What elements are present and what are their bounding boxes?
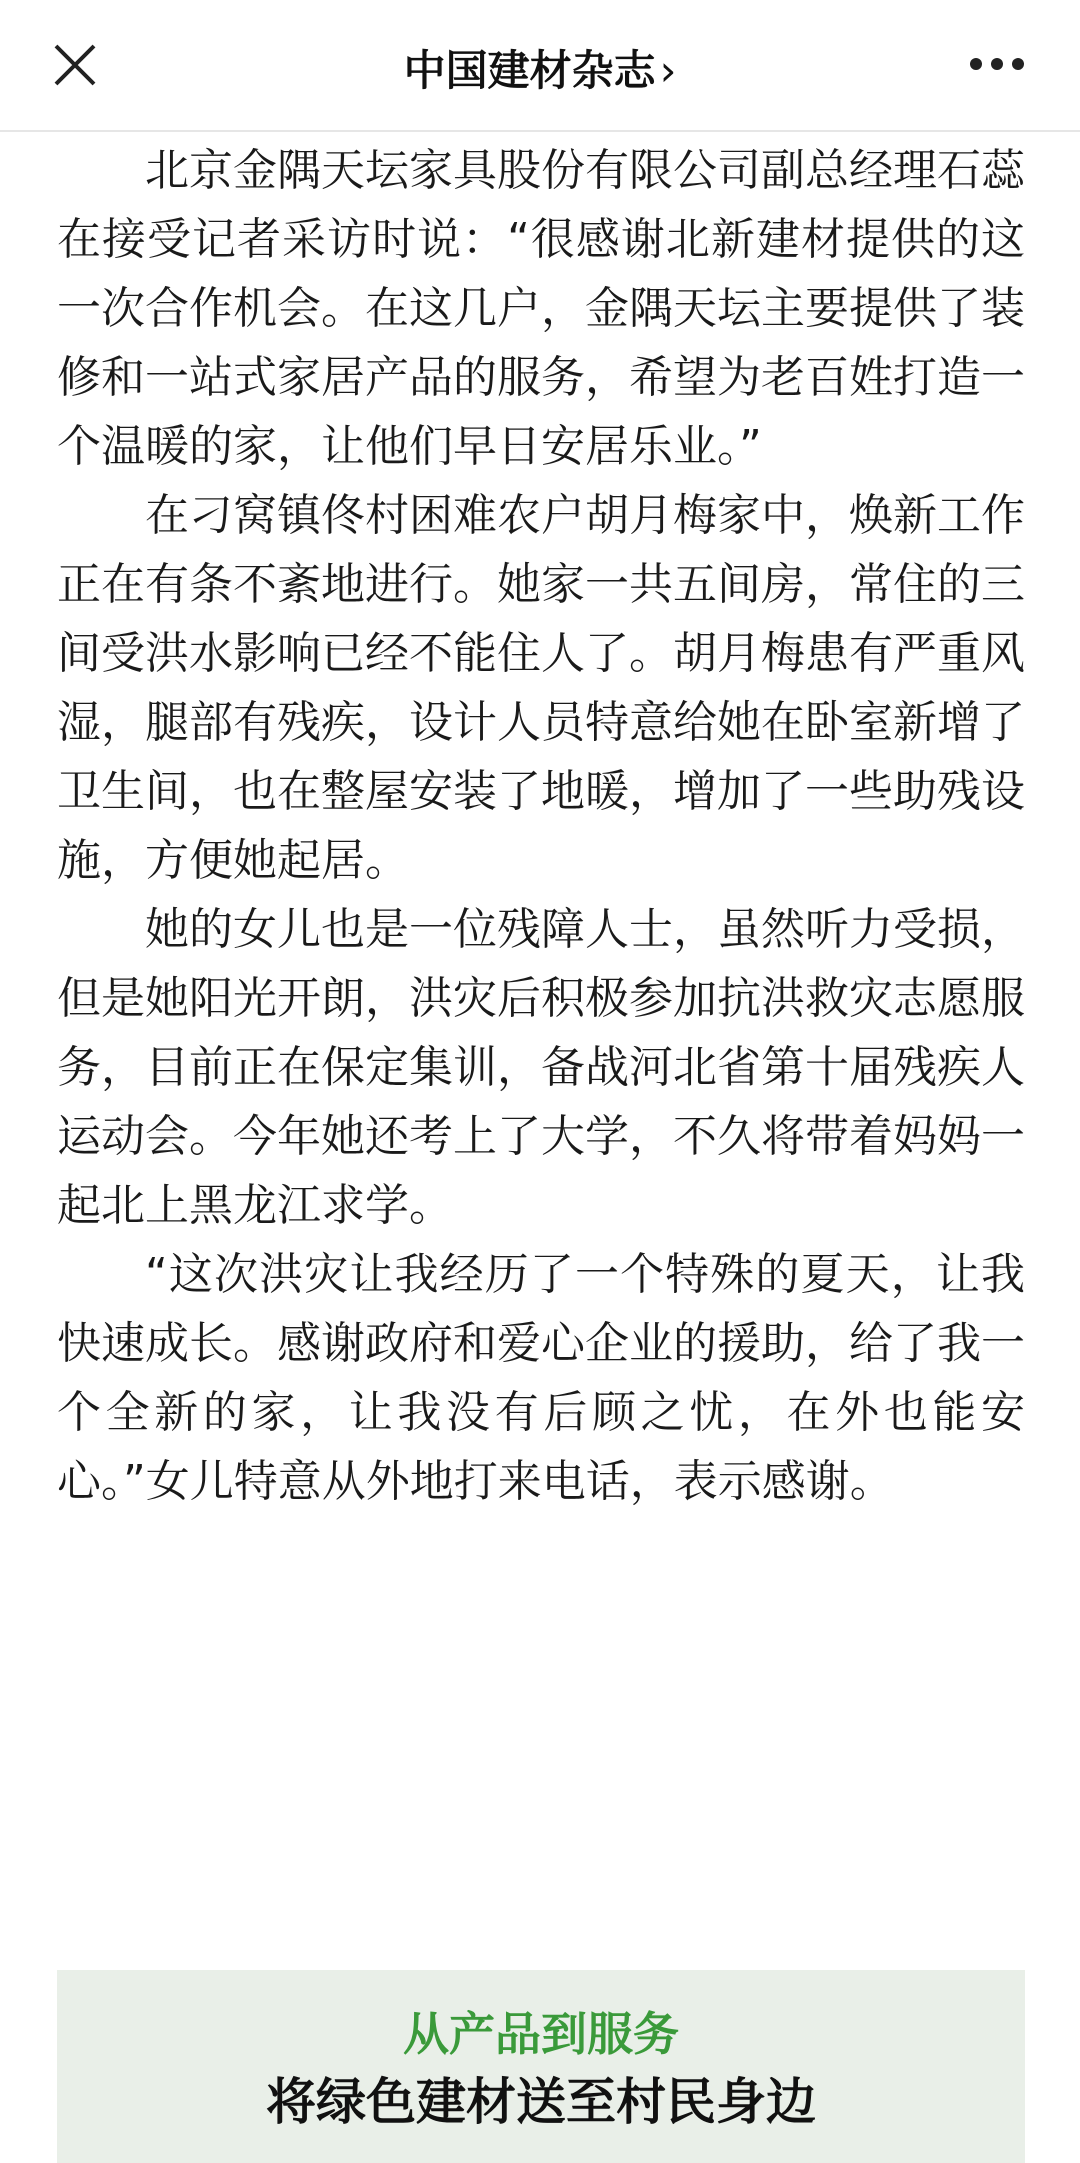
more-dots-icon[interactable] (970, 58, 1024, 70)
top-nav-bar (0, 0, 1080, 132)
article-paragraph: “这次洪灾让我经历了一个特殊的夏天，让我快速成长。感谢政府和爱心企业的援助，给了我一个全新的家，让我没有后顾之忧，在外也能安心。”女儿特意从外地打来电话，表示感谢。 (57, 1249, 1025, 1507)
article-body (57, 136, 1025, 1516)
section-banner (57, 1970, 1025, 2163)
article-paragraph: 她的女儿也是一位残障人士，虽然听力受损，但是她阳光开朗，洪灾后积极参加抗洪救灾志愿服务，目前正在保定集训，备战河北省第十届残疾人运动会。今年她还考上了大学，不久将带着妈妈一起北上黑龙江求学。 (57, 904, 1025, 1231)
account-name: 中国建材杂志 (403, 46, 656, 95)
chevron-right-icon: › (659, 46, 677, 95)
section-title: 从产品到服务 (403, 2007, 679, 2061)
article-paragraph: 北京金隅天坛家具股份有限公司副总经理石蕊在接受记者采访时说：“很感谢北新建材提供的这一次合作机会。在这几户，金隅天坛主要提供了装修和一站式家居产品的服务，希望为老百姓打造一个温暖的家，让他们早日安居乐业。” (57, 145, 1025, 472)
section-subtitle: 将绿色建材送至村民身边 (266, 2073, 816, 2131)
account-title-link[interactable] (0, 38, 1080, 98)
article-paragraph: 在刁窝镇佟村困难农户胡月梅家中，焕新工作正在有条不紊地进行。她家一共五间房，常住的三间受洪水影响已经不能住人了。胡月梅患有严重风湿，腿部有残疾，设计人员特意给她在卧室新增了卫生间，也在整屋安装了地暖，增加了一些助残设施，方便她起居。 (57, 490, 1025, 886)
